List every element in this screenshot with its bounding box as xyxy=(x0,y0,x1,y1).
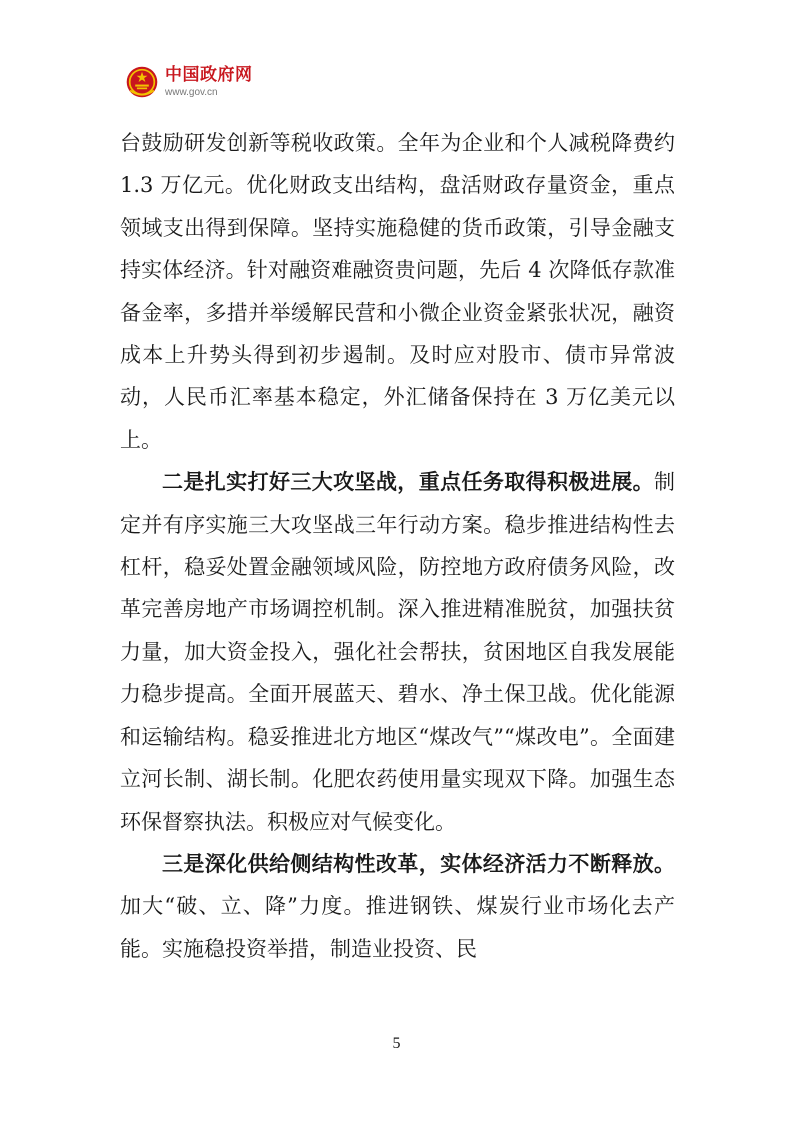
paragraph-text: 制定并有序实施三大攻坚战三年行动方案。稳步推进结构性去杠杆，稳妥处置金融领域风险，防控地方政府债务风险，改革完善房地产市场调控机制。深入推进精准脱贫，加强扶贫力量，加大资金投入，强化社会帮扶，贫困地区自我发展能力稳步提高。全面开展蓝天、碧水、净土保卫战。优化能源和运输结构。稳妥推进北方地区“煤改气”“煤改电”。全面建立河长制、湖长制。化肥农药使用量实现双下降。加强生态环保督察执法。积极应对气候变化。 xyxy=(120,470,675,834)
paragraph-section-two xyxy=(120,461,675,843)
page-header xyxy=(125,60,253,104)
paragraph-section-three xyxy=(120,843,675,970)
document-body xyxy=(120,122,675,970)
section-heading: 二是扎实打好三大攻坚战，重点任务取得积极进展。 xyxy=(162,469,654,495)
paragraph-text: 加大“破、立、降”力度。推进钢铁、煤炭行业市场化去产能。实施稳投资举措，制造业投资、民 xyxy=(120,894,675,961)
page-number: 5 xyxy=(392,1035,401,1052)
site-brand xyxy=(165,64,253,98)
site-name: 中国政府网 xyxy=(165,64,253,85)
paragraph-text: 台鼓励研发创新等税收政策。全年为企业和个人减税降费约 1.3 万亿元。优化财政支出结构，盘活财政存量资金，重点领域支出得到保障。坚持实施稳健的货币政策，引导金融支持实体经济。针对融资难融资贵问题，先后 4 次降低存款准备金率，多措并举缓解民营和小微企业资金紧张状况，融资成本上升势头得到初步遏制。及时应对股市、债市异常波动，人民币汇率基本稳定，外汇储备保持在 3 万亿美元以上。 xyxy=(120,131,675,452)
paragraph-continued xyxy=(120,122,675,461)
national-emblem-icon xyxy=(125,65,159,99)
section-heading: 三是深化供给侧结构性改革，实体经济活力不断释放。 xyxy=(162,850,675,876)
site-url: www.gov.cn xyxy=(165,86,218,98)
